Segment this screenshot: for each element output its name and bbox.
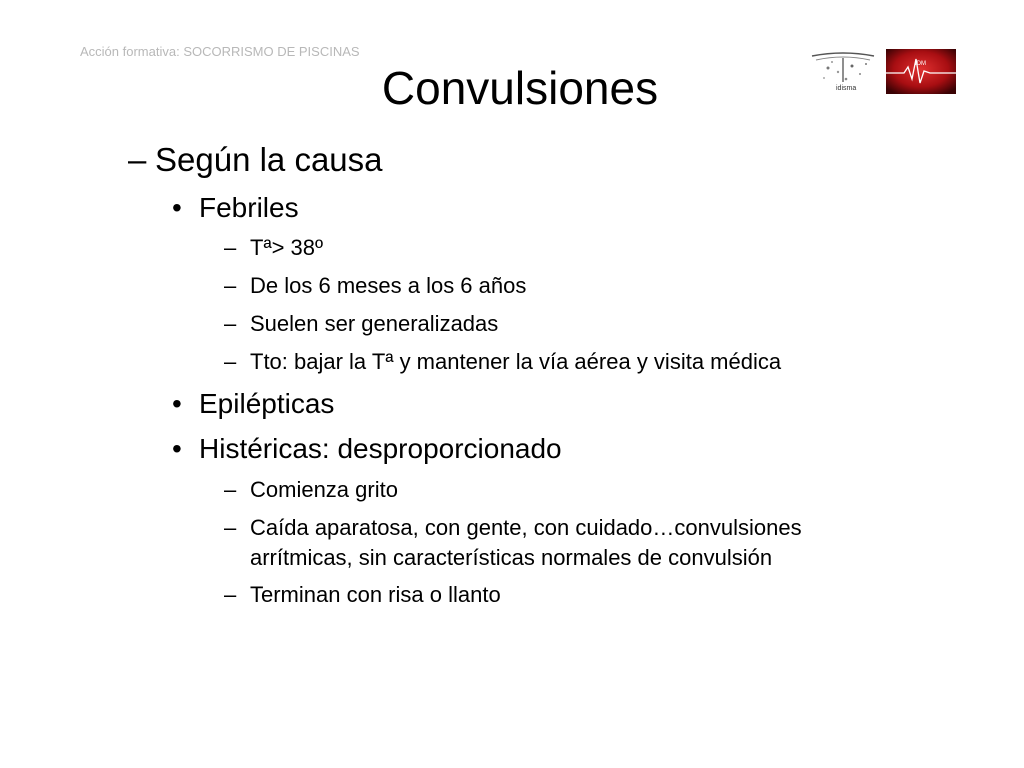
idm-logo bbox=[886, 49, 956, 94]
dash-marker: – bbox=[128, 141, 147, 178]
level3-text: Tto: bajar la Tª y mantener la vía aérea y visita médica bbox=[250, 349, 782, 374]
level3-text: Comienza grito bbox=[250, 477, 398, 502]
level2-text: Febriles bbox=[199, 192, 299, 223]
idm-logo-text: IDM bbox=[915, 61, 926, 67]
dash-marker: – bbox=[224, 477, 237, 502]
level3-text-continuation: arrítmicas, sin características normales de convulsión bbox=[250, 545, 773, 570]
level3-text: Suelen ser generalizadas bbox=[250, 311, 499, 336]
bullet-marker: • bbox=[172, 388, 182, 419]
idisma-logo bbox=[808, 48, 878, 94]
dash-marker: – bbox=[224, 273, 237, 298]
level3-text: Terminan con risa o llanto bbox=[250, 582, 501, 607]
header-note: Acción formativa: SOCORRISMO DE PISCINAS bbox=[80, 44, 360, 59]
level3-text: Tª> 38º bbox=[250, 235, 324, 260]
bullet-marker: • bbox=[172, 433, 182, 464]
dash-marker: – bbox=[224, 235, 237, 260]
bullet-marker: • bbox=[172, 192, 182, 223]
level2-text: Histéricas: desproporcionado bbox=[199, 433, 562, 464]
dash-marker: – bbox=[224, 582, 237, 607]
slide-title: Convulsiones bbox=[381, 62, 659, 114]
level3-text: Caída aparatosa, con gente, con cuidado…convulsiones bbox=[250, 515, 802, 540]
dash-marker: – bbox=[224, 311, 237, 336]
idisma-logo-text: idisma bbox=[836, 85, 857, 92]
level3-text: De los 6 meses a los 6 años bbox=[250, 273, 527, 298]
dash-marker: – bbox=[224, 349, 237, 374]
level1-text: Según la causa bbox=[155, 141, 383, 178]
dash-marker: – bbox=[224, 515, 237, 540]
level2-text: Epilépticas bbox=[199, 388, 335, 419]
